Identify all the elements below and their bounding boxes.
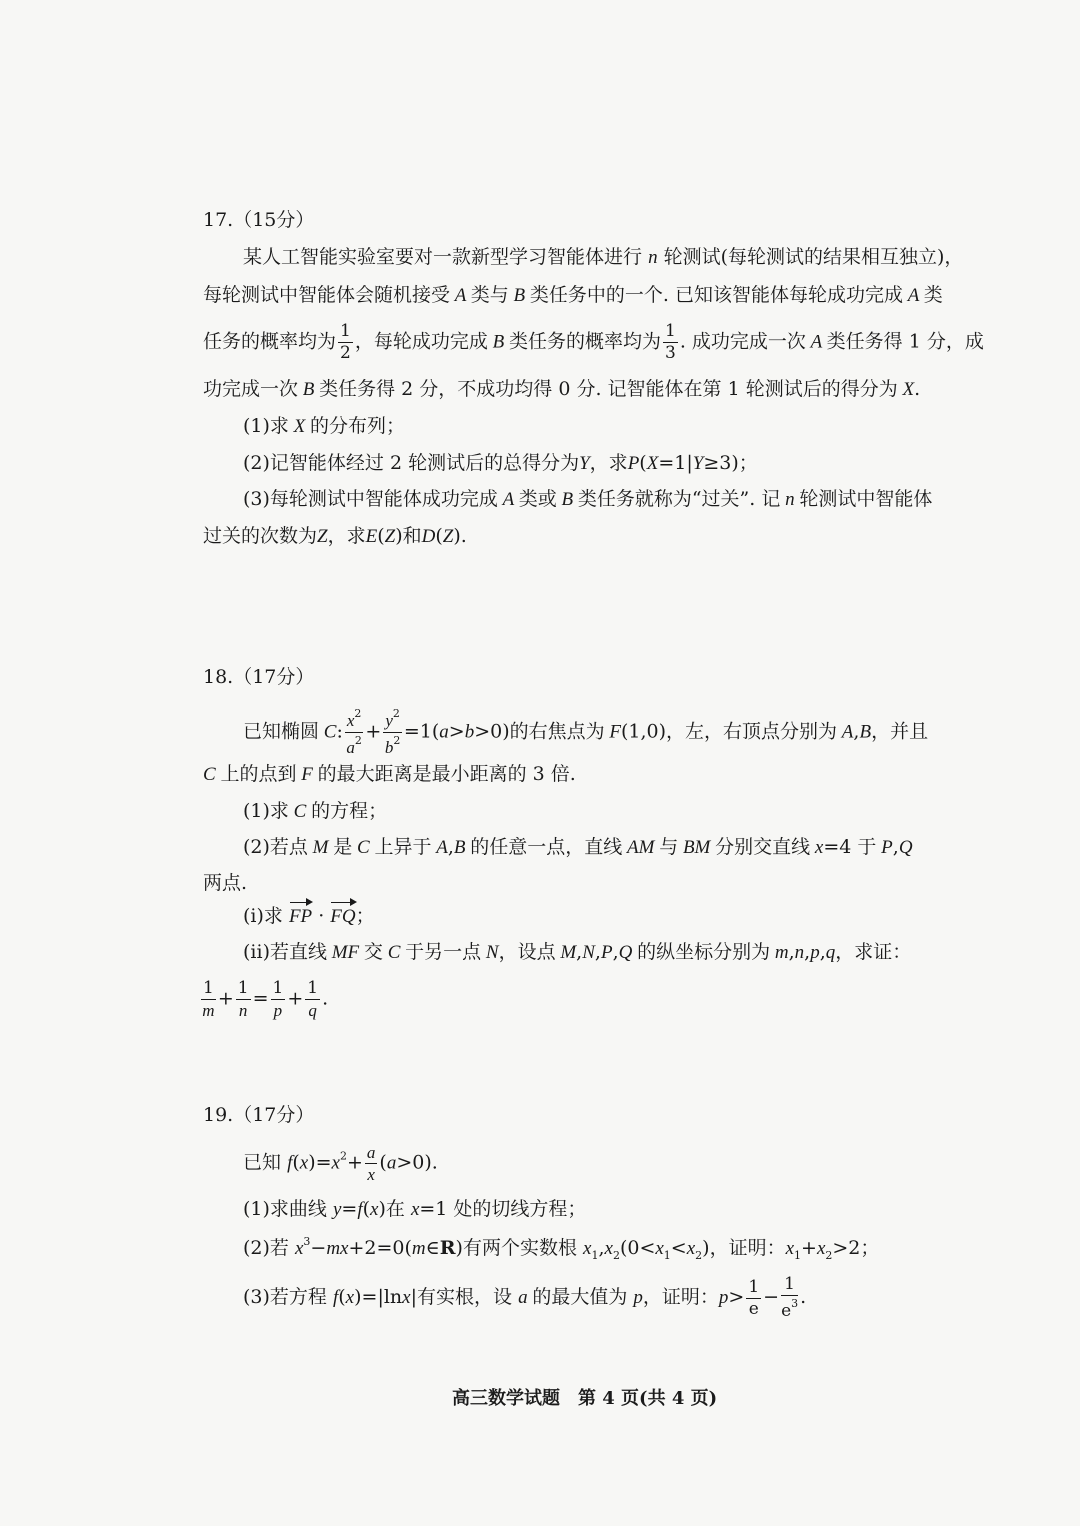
fraction-x2-a2: $\frac{x^2}{a^2}$	[346, 707, 362, 757]
q17-part-2: (2)记智能体经过 2 轮测试后的总得分为Y，求P(X=1|Y≥3)；	[243, 452, 758, 474]
q19-part-2: (2)若 $x^3-mx+2=0(m\in R)$有两个实数根 $x_1,x_2(0<x_1<x_2)$，证明：$x_1+x_2>2$；	[243, 1235, 880, 1262]
q18-part-2-ii: (ii)若直线 MF 交 C 于另一点 N，设点 M,N,P,Q 的纵坐标分别为 m,n,p,q，求证：	[243, 941, 912, 963]
q19-part-1: (1)求曲线 y=f(x)在 x=1 处的切线方程；	[243, 1198, 587, 1220]
q17-part-1: (1)求 X 的分布列；	[243, 415, 406, 437]
q17-line-3: 任务的概率均为 $\frac{1}{2}$ ，每轮成功完成 B 类任务的概率均为 $\frac{1}{3}$ . 成功完成一次 A 类任务得 1 分，成	[203, 321, 984, 363]
q19-part-3: (3)若方程 f(x)=|lnx|有实根，设 a 的最大值为 p，证明：p> $\frac{1}{e}$ − $\frac{1}{e^3}$ .	[243, 1274, 807, 1321]
q17-line-4: 功完成一次 B 类任务得 2 分，不成功均得 0 分. 记智能体在第 1 轮测试后的得分为 X.	[203, 378, 921, 400]
q18-part-2-cont: 两点.	[203, 872, 248, 894]
q18-title: 18.（17分）	[203, 666, 315, 688]
q19-title: 19.（17分）	[203, 1104, 315, 1126]
q17-part-3-cont: 过关的次数为Z，求E(Z)和D(Z).	[203, 525, 467, 547]
fraction-third: $\frac{1}{3}$	[664, 321, 676, 363]
fraction-a-x: $\frac{a}{x}$	[366, 1143, 376, 1184]
page-footer: 高三数学试题 第 4 页(共 4 页)	[452, 1388, 718, 1409]
q18-part-2: (2)若点 M 是 C 上异于 A,B 的任意一点，直线 AM 与 BM 分别交直线 x=4 于 P,Q	[243, 836, 913, 858]
q17-line-1: 某人工智能实验室要对一款新型学习智能体进行 n 轮测试(每轮测试的结果相互独立)，	[243, 246, 964, 268]
q18-line-2: C 上的点到 F 的最大距离是最小距离的 3 倍.	[203, 763, 576, 785]
fraction-half: $\frac{1}{2}$	[340, 321, 351, 363]
fraction-y2-b2: $\frac{y^2}{b^2}$	[384, 707, 401, 757]
q18-part-2-i: (i)求 FP · FQ；	[243, 905, 375, 927]
q17-title: 17.（15分）	[203, 209, 315, 231]
vector-fq: FQ	[330, 906, 356, 927]
q17-part-3: (3)每轮测试中智能体成功完成 A 类或 B 类任务就称为“过关”. 记 n 轮测试中智能体	[243, 488, 933, 510]
q18-line-1: 已知椭圆 C: $\frac{x^2}{a^2}$ + $\frac{y^2}{b^2}$ =1(a>b>0)的右焦点为 F(1,0)，左，右顶点分别为 A,B，并且	[243, 707, 929, 757]
vector-fp: FP	[288, 906, 313, 927]
q19-line-1: 已知 $f(x)=x^2+$ $\frac{a}{x}$ (a>0).	[243, 1143, 438, 1184]
q18-equation: $\frac{1}{m}$ + $\frac{1}{n}$ = $\frac{1}{p}$ + $\frac{1}{q}$ .	[202, 978, 329, 1020]
q18-part-1: (1)求 C 的方程；	[243, 800, 388, 822]
q17-line-2: 每轮测试中智能体会随机接受 A 类与 B 类任务中的一个. 已知该智能体每轮成功完成 A 类	[203, 284, 943, 306]
